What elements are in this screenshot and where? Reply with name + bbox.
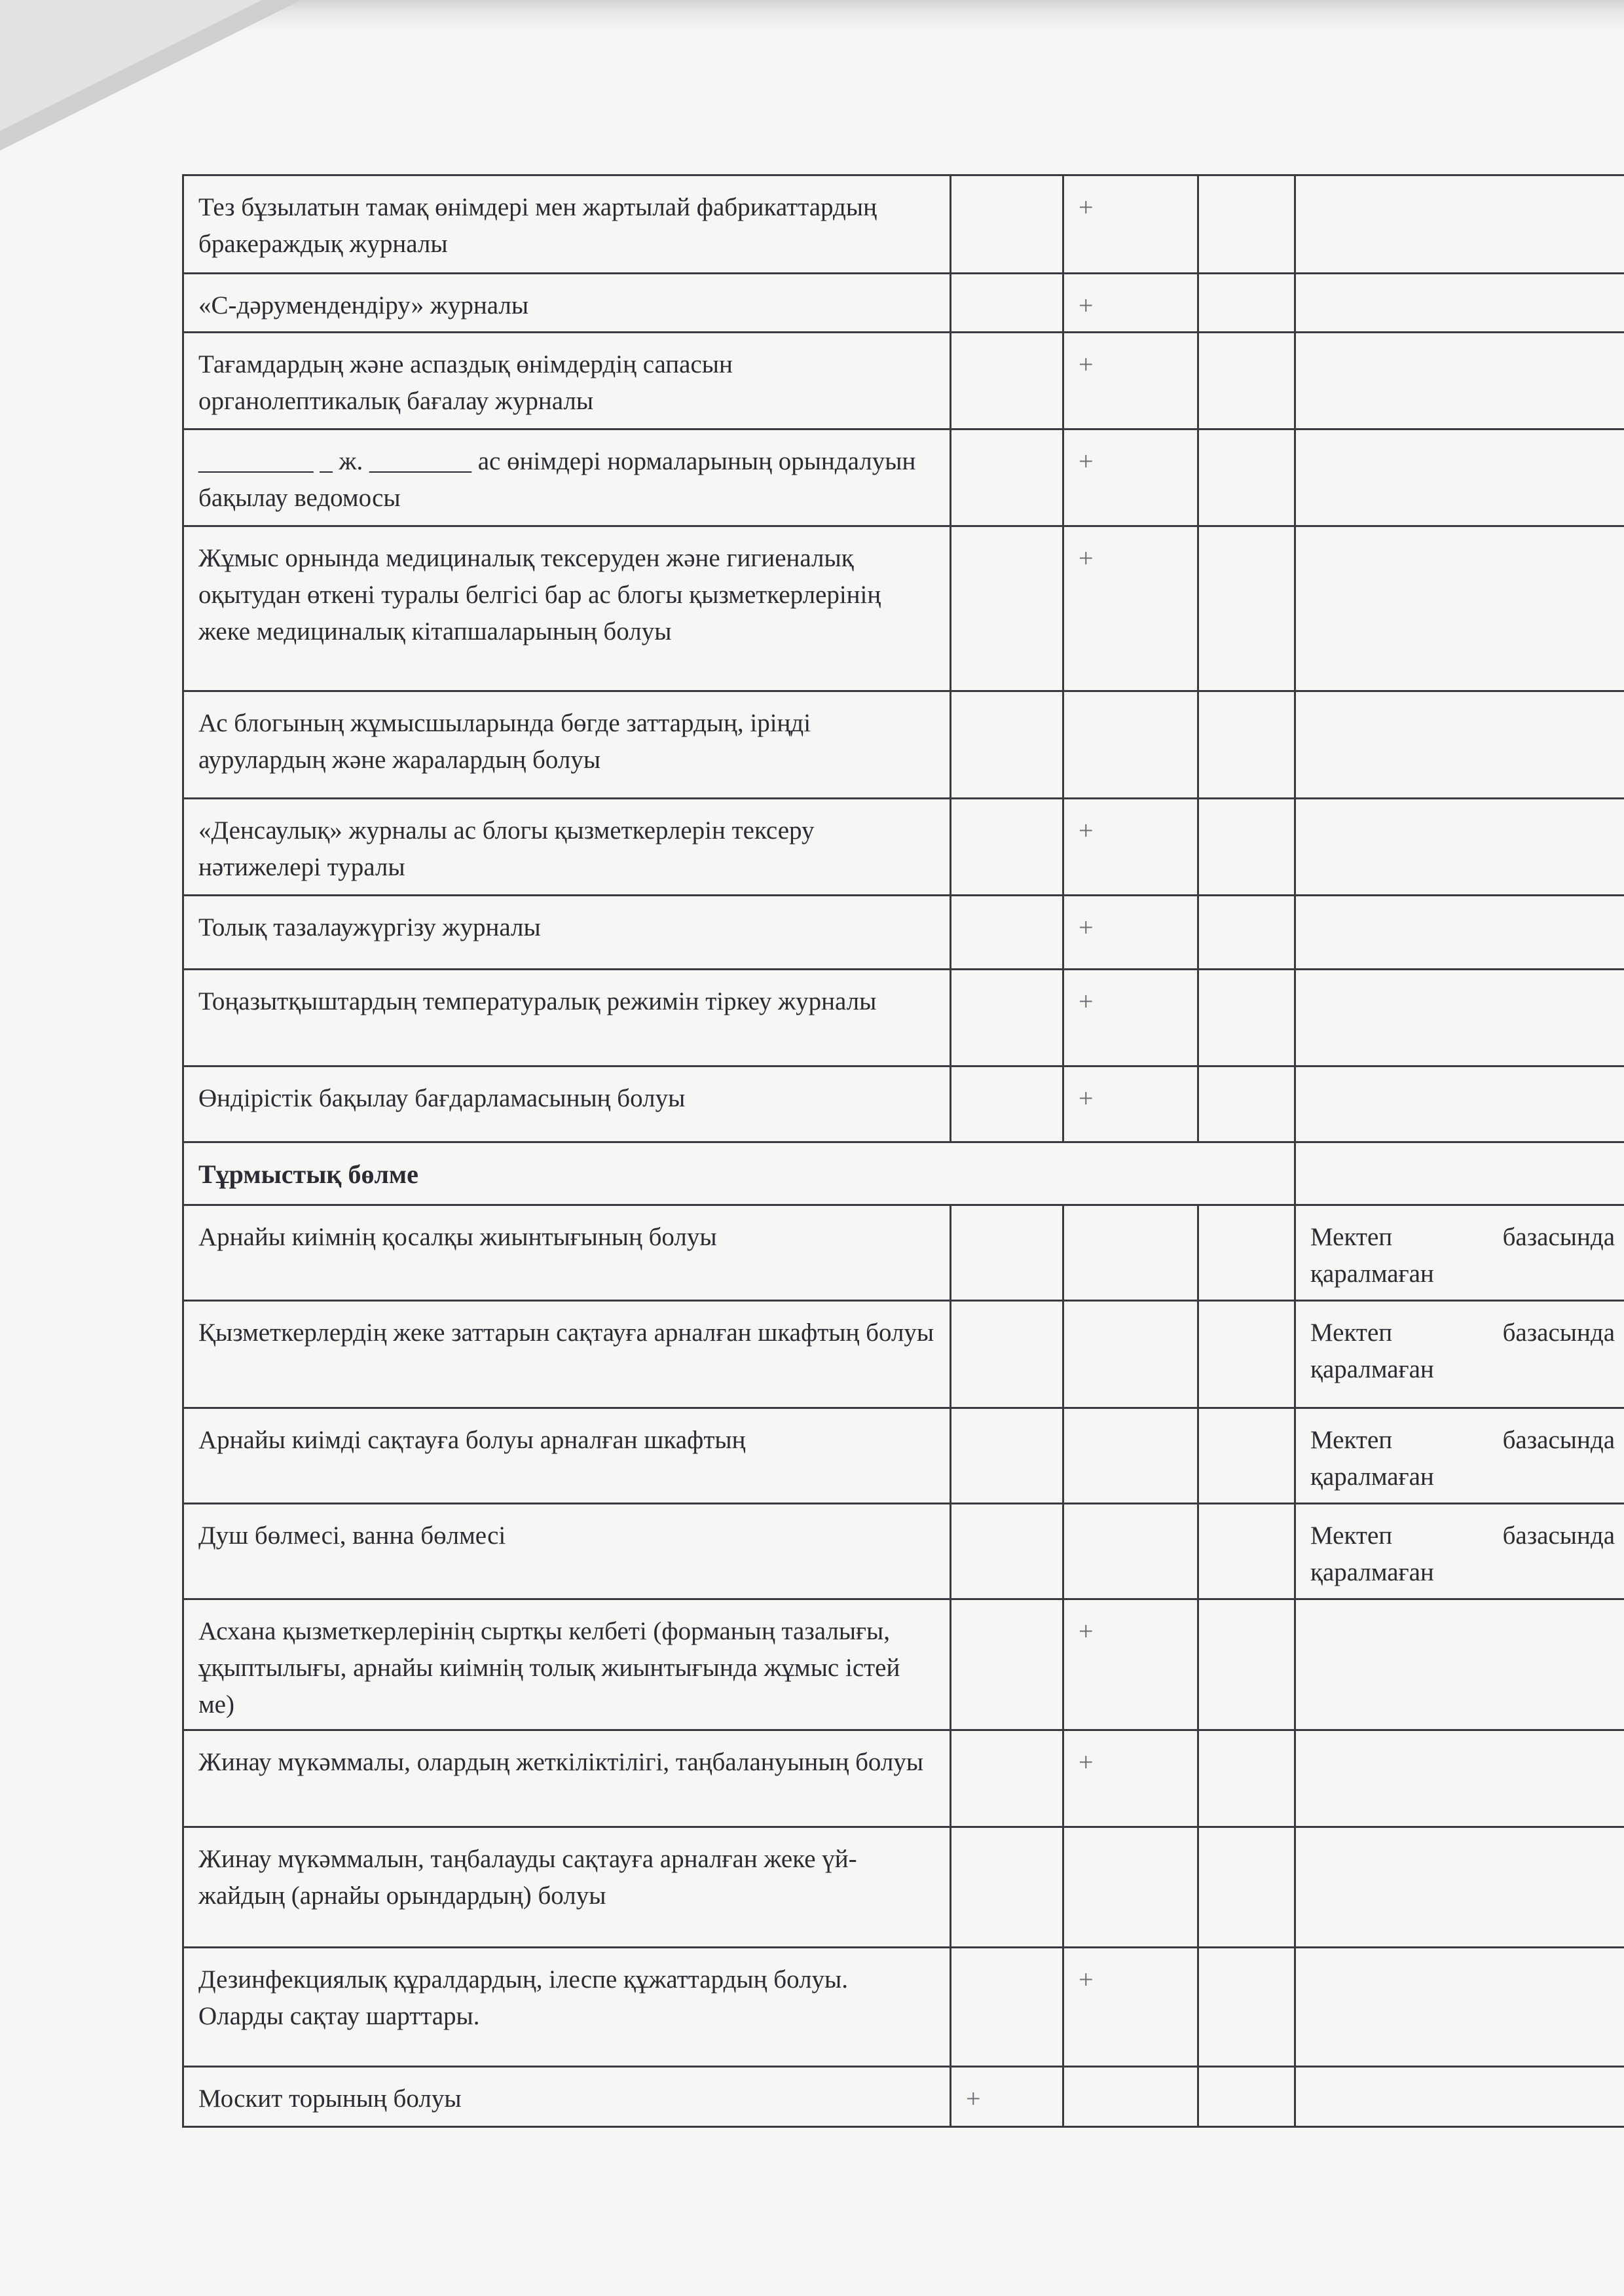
- note-cell: [1295, 1948, 1624, 2067]
- mark-cell: [1198, 1066, 1295, 1142]
- note-cell: [1295, 1730, 1624, 1827]
- note-word: Мектеп: [1310, 1426, 1393, 1454]
- criterion-cell: Жұмыс орнында медициналық тексеруден және гигиеналық оқытудан өткені туралы белгісі бар ас блогы қызметкерлерінің жеке медициналық кітапшаларының болуы: [183, 526, 951, 691]
- note-line: [1310, 1219, 1615, 1256]
- criterion-cell: Арнайы киімді сақтауға болуы арналған шкафтың: [183, 1408, 951, 1504]
- mark-cell: [1198, 691, 1295, 799]
- note-cell: [1295, 799, 1624, 896]
- table-row: [183, 1205, 1624, 1301]
- mark-cell: +: [1063, 799, 1198, 896]
- note-cell: [1295, 970, 1624, 1066]
- table-row: [183, 896, 1624, 970]
- criterion-cell: Душ бөлмесі, ванна бөлмесі: [183, 1504, 951, 1599]
- note-word: базасында: [1502, 1319, 1615, 1347]
- criterion-cell: _________ _ ж. ________ ас өнімдері нормаларының орындалуын бақылау ведомосы: [183, 429, 951, 526]
- mark-cell: [1063, 2067, 1198, 2127]
- criterion-cell: Арнайы киімнің қосалқы жиынтығының болуы: [183, 1205, 951, 1301]
- mark-cell: [951, 526, 1063, 691]
- note-cell: [1295, 333, 1624, 429]
- page-edge-shadow: [249, 0, 1624, 33]
- mark-cell: +: [1063, 970, 1198, 1066]
- mark-cell: [951, 333, 1063, 429]
- note-cell: [1295, 1827, 1624, 1948]
- criterion-cell: «Денсаулық» журналы ас блогы қызметкерлерін тексеру нәтижелері туралы: [183, 799, 951, 896]
- table-row: [183, 799, 1624, 896]
- note-cell: [1295, 1408, 1624, 1504]
- criterion-cell: Жинау мүкәммалын, таңбалауды сақтауға арналған жеке үй-жайдың (арнайы орындардың) болуы: [183, 1827, 951, 1948]
- mark-cell: [951, 1599, 1063, 1730]
- table-row: [183, 1599, 1624, 1730]
- mark-cell: [1198, 970, 1295, 1066]
- note-cell: [1295, 1205, 1624, 1301]
- mark-cell: [1198, 2067, 1295, 2127]
- note-word: қаралмаған: [1310, 1463, 1434, 1491]
- mark-cell: [951, 429, 1063, 526]
- mark-cell: [951, 1730, 1063, 1827]
- mark-cell: [1198, 896, 1295, 970]
- mark-cell: +: [1063, 429, 1198, 526]
- mark-cell: [1063, 1504, 1198, 1599]
- mark-cell: [1063, 1408, 1198, 1504]
- mark-cell: +: [1063, 274, 1198, 333]
- note-word: базасында: [1502, 1426, 1615, 1454]
- note-line: [1310, 1518, 1615, 1554]
- criterion-cell: Асхана қызметкерлерінің сыртқы келбеті (форманың тазалығы, ұқыптылығы, арнайы киімнің толық жиынтығында жұмыс істей ме): [183, 1599, 951, 1730]
- criterion-cell: Тағамдардың және аспаздық өнімдердің сапасын органолептикалық бағалау журналы: [183, 333, 951, 429]
- note-cell: [1295, 429, 1624, 526]
- criterion-cell: Толық тазалаужүргізу журналы: [183, 896, 951, 970]
- note-word: қаралмаған: [1310, 1558, 1434, 1586]
- table-row: [183, 1504, 1624, 1599]
- mark-cell: [1198, 1948, 1295, 2067]
- table-row: [183, 429, 1624, 526]
- mark-cell: [951, 1408, 1063, 1504]
- note-cell: [1295, 1066, 1624, 1142]
- note-word: базасында: [1502, 1522, 1615, 1550]
- note-word: Мектеп: [1310, 1319, 1393, 1347]
- mark-cell: [1198, 333, 1295, 429]
- mark-cell: [1198, 1827, 1295, 1948]
- criterion-cell: Дезинфекциялық құралдардың, ілеспе құжаттардың болуы. Оларды сақтау шарттары.: [183, 1948, 951, 2067]
- criterion-cell: Тоңазытқыштардың температуралық режимін тіркеу журналы: [183, 970, 951, 1066]
- mark-cell: [951, 896, 1063, 970]
- table-row: [183, 2067, 1624, 2127]
- mark-cell: +: [1063, 1948, 1198, 2067]
- mark-cell: [1198, 1599, 1295, 1730]
- mark-cell: [951, 1205, 1063, 1301]
- table-row: [183, 526, 1624, 691]
- criterion-cell: Тез бұзылатын тамақ өнімдері мен жартылай фабрикаттардың бракераждық журналы: [183, 175, 951, 274]
- mark-cell: [951, 1066, 1063, 1142]
- note-cell: [1295, 896, 1624, 970]
- criterion-cell: «С-дәрумендендіру» журналы: [183, 274, 951, 333]
- mark-cell: [1063, 1205, 1198, 1301]
- mark-cell: [1063, 691, 1198, 799]
- mark-cell: [951, 175, 1063, 274]
- mark-cell: +: [1063, 333, 1198, 429]
- criterion-cell: Өндірістік бақылау бағдарламасының болуы: [183, 1066, 951, 1142]
- note-word: Мектеп: [1310, 1223, 1393, 1251]
- criterion-cell: Ас блогының жұмысшыларында бөгде заттардың, іріңді аурулардың және жаралардың болуы: [183, 691, 951, 799]
- mark-cell: +: [1063, 1599, 1198, 1730]
- mark-cell: [1063, 1827, 1198, 1948]
- checklist-table: [182, 174, 1624, 2128]
- mark-cell: [951, 1504, 1063, 1599]
- note-cell: [1295, 1301, 1624, 1408]
- note-word: Мектеп: [1310, 1522, 1393, 1550]
- note-word: қаралмаған: [1310, 1260, 1434, 1288]
- mark-cell: [1198, 526, 1295, 691]
- table-row: [183, 175, 1624, 274]
- mark-cell: [951, 1948, 1063, 2067]
- table-row: [183, 1066, 1624, 1142]
- table-row: [183, 691, 1624, 799]
- mark-cell: [1063, 1301, 1198, 1408]
- table-row: [183, 274, 1624, 333]
- folded-corner-inner: [0, 0, 262, 131]
- criterion-cell: Москит торының болуы: [183, 2067, 951, 2127]
- note-cell: [1295, 1142, 1624, 1205]
- mark-cell: +: [1063, 1066, 1198, 1142]
- mark-cell: +: [1063, 175, 1198, 274]
- mark-cell: [1198, 1504, 1295, 1599]
- table-row: [183, 970, 1624, 1066]
- note-cell: [1295, 274, 1624, 333]
- mark-cell: [1198, 1730, 1295, 1827]
- note-cell: [1295, 1599, 1624, 1730]
- criterion-cell: Қызметкерлердің жеке заттарын сақтауға арналған шкафтың болуы: [183, 1301, 951, 1408]
- mark-cell: +: [951, 2067, 1063, 2127]
- table-row: [183, 1827, 1624, 1948]
- mark-cell: [1198, 1408, 1295, 1504]
- note-word: қаралмаған: [1310, 1355, 1434, 1383]
- table-row: [183, 1948, 1624, 2067]
- mark-cell: +: [1063, 1730, 1198, 1827]
- mark-cell: [1198, 274, 1295, 333]
- table-row: [183, 1730, 1624, 1827]
- table-row: [183, 1301, 1624, 1408]
- mark-cell: [951, 1827, 1063, 1948]
- section-title: Тұрмыстық бөлме: [183, 1142, 1295, 1205]
- note-word: базасында: [1502, 1223, 1615, 1251]
- mark-cell: [951, 799, 1063, 896]
- mark-cell: +: [1063, 896, 1198, 970]
- table-row: [183, 1408, 1624, 1504]
- mark-cell: +: [1063, 526, 1198, 691]
- mark-cell: [951, 691, 1063, 799]
- note-line: [1310, 1422, 1615, 1459]
- table-row: [183, 333, 1624, 429]
- mark-cell: [951, 274, 1063, 333]
- mark-cell: [1198, 1301, 1295, 1408]
- mark-cell: [951, 970, 1063, 1066]
- note-cell: [1295, 2067, 1624, 2127]
- mark-cell: [1198, 1205, 1295, 1301]
- note-line: [1310, 1315, 1615, 1351]
- note-cell: [1295, 526, 1624, 691]
- note-cell: [1295, 1504, 1624, 1599]
- mark-cell: [951, 1301, 1063, 1408]
- note-cell: [1295, 691, 1624, 799]
- note-cell: [1295, 175, 1624, 274]
- mark-cell: [1198, 799, 1295, 896]
- section-row: [183, 1142, 1624, 1205]
- mark-cell: [1198, 429, 1295, 526]
- criterion-cell: Жинау мүкәммалы, олардың жеткіліктілігі, таңбалануының болуы: [183, 1730, 951, 1827]
- mark-cell: [1198, 175, 1295, 274]
